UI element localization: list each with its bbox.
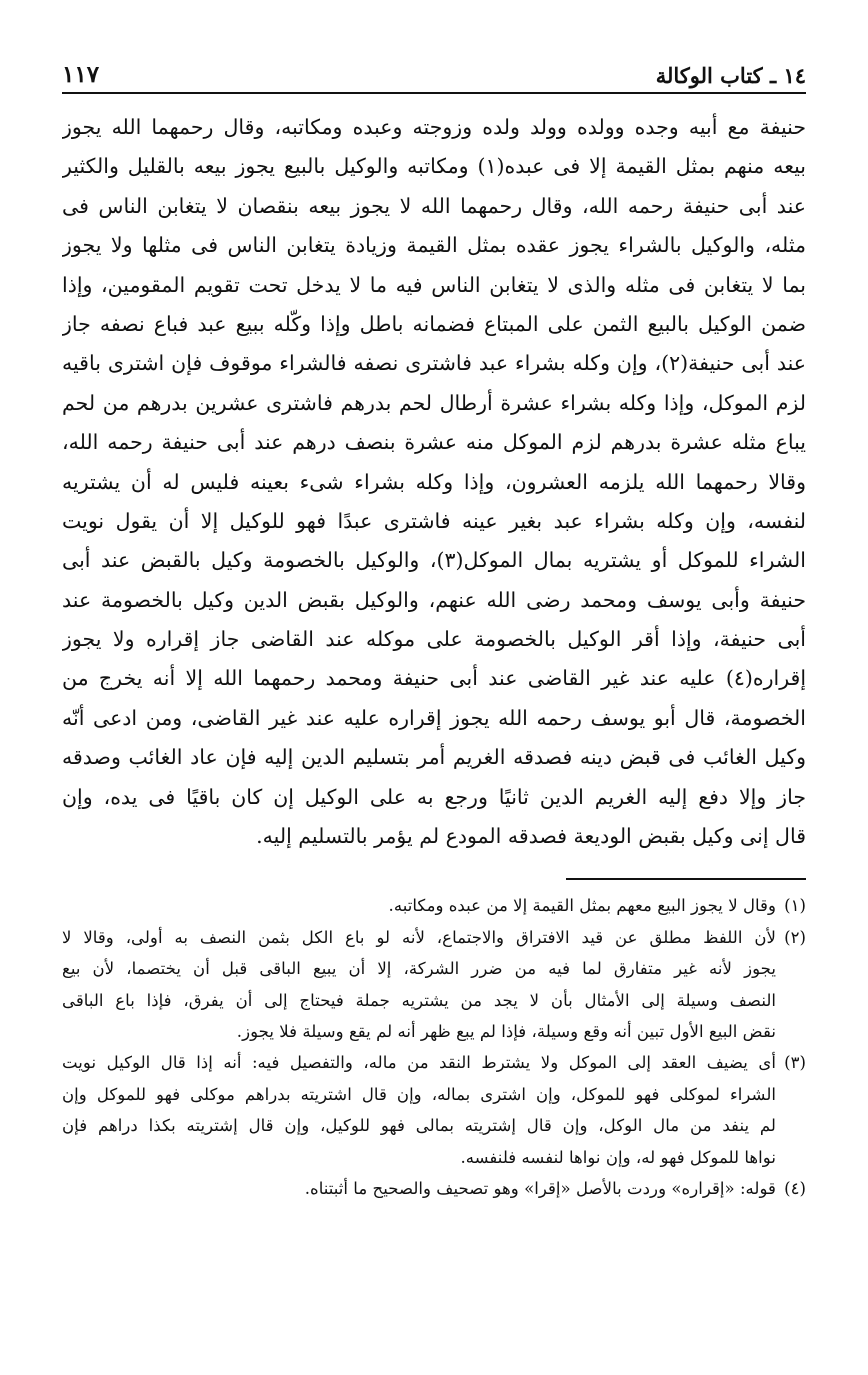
text-line: لزم الموكل، وإذا وكله بشراء عشرة أرطال لحم بدرهم فاشترى عشرين بدرهم من لحم	[62, 390, 806, 415]
main-text	[62, 108, 806, 856]
text-line: وكيل الغائب فى قبض دينه فصدقه الغريم أمر بتسليم الدين إليه فإن عاد الغائب وصدقه	[62, 745, 806, 770]
footnote-text: يجوز لأنه غير متفارق لما فيه من ضرر الشركة، إلا أن يبيع الباقى قبل أن يختصما، لأن بيع	[62, 959, 776, 979]
text-line: بيعه منهم بمثل القيمة إلا فى عبده(١) ومكاتبه والوكيل بالبيع يجوز بيعه بالقليل والكثير	[62, 154, 806, 179]
text-line: حنيفة مع أبيه وجده وولده وولد ولده وزوجته وعبده ومكاتبه، وقال رحمهما الله يجوز	[62, 115, 806, 139]
text-line: الشراء للموكل أو يشتريه بمال الموكل(٣)، والوكيل بالخصومة وكيل بالقبض عند أبى	[62, 548, 806, 573]
footnote	[62, 922, 806, 953]
footnote-text: لم ينفد من مال الوكل، وإن قال إشتريته بمالى فهو للوكيل، وإن قال إشتريته بكذا دراهم فإن	[62, 1116, 776, 1136]
footnote-text: قوله: «إقراره» وردت بالأصل «إقرا» وهو تصحيف والصحيح ما أثبتناه.	[304, 1178, 776, 1198]
footnote-text: لأن اللفظ مطلق عن قيد الافتراق والاجتماع، لأنه لو باع الكل بثمن النصف به أولى، وقالا لا	[62, 927, 776, 947]
footnote	[62, 1047, 806, 1078]
text-line: أبى حنيفة، وإذا أقر الوكيل بالخصومة على موكله عند القاضى جاز إقراره ولا يجوز	[62, 627, 806, 652]
text-line: لنفسه، وإن وكله بشراء عبد بغير عينه فاشترى عبدًا فهو للوكيل إلا أن يقول نويت	[62, 508, 806, 533]
footnote-text: نواها للموكل فهو له، وإن نواها لنفسه فلنفسه.	[460, 1147, 776, 1167]
text-line: بما لا يتغابن فى مثله والذى لا يتغابن الناس فيه ما لا يدخل تحت تقويم المقومين، وإذا	[62, 272, 806, 297]
text-line: حنيفة وأبى يوسف ومحمد رضى الله عنهم، والوكيل بقبض الدين وكيل بالخصومة عند	[62, 587, 806, 612]
footnote-marker: (١)	[784, 896, 806, 916]
running-title: ١٤ ـ كتاب الوكالة	[655, 63, 806, 88]
footnote-marker: (٢)	[784, 927, 806, 947]
text-line: الخصومة، قال أبو يوسف رحمه الله يجوز إقراره عليه عند غير القاضى، ومن ادعى أنّه	[62, 705, 806, 730]
text-line: وقالا رحمهما الله يلزمه العشرون، وإذا وكله بشراء شىء بعينه فليس له أن يشتريه	[62, 469, 806, 494]
text-line: جاز وإلا دفع إليه الغريم الدين ثانيًا ورجع به على الوكيل إن كان باقيًا فى يده، وإن	[62, 784, 806, 809]
text-line: يباع مثله عشرة بدرهم لزم الموكل منه عشرة بنصف درهم عند أبى حنيفة رحمه الله،	[62, 430, 806, 455]
footnote-text: نقض البيع الأول تبين أنه وقع وسيلة، فإذا لم يبع ظهر أنه لم يقع وسيلة فلا يجوز.	[236, 1021, 776, 1041]
text-line: عند أبى حنيفة(٢)، وإن وكله بشراء عبد فاشترى نصفه فالشراء موقوف فإن اشترى باقيه	[62, 351, 806, 376]
text-line: قال إنى وكيل بقبض الوديعة فصدقه المودع لم يؤمر بالتسليم إليه.	[256, 824, 806, 849]
text-line: ضمن الوكيل بالبيع الثمن على المبتاع فضمانه باطل وإذا وكّله ببيع عبد فباع نصفه جاز	[62, 311, 806, 336]
page-number: ١١٧	[62, 61, 100, 88]
page	[62, 52, 806, 1204]
footnote-text: النصف وسيلة إلى الأمثال بأن لا يجد من يشتريه جملة فيحتاج إلى أن يفرق، فإذا باع الباقى	[62, 990, 776, 1010]
text-line: إقراره(٤) عليه عند غير القاضى عند أبى حنيفة ومحمد رحمهما الله إلا أنه يخرج من	[62, 666, 806, 691]
footnote-text: وقال لا يجوز البيع معهم بمثل القيمة إلا من عبده ومكاتبه.	[388, 896, 776, 916]
footnote-marker: (٤)	[784, 1178, 806, 1198]
footnotes	[62, 890, 806, 1204]
footnote	[62, 890, 806, 921]
footnote-text: الشراء لموكلى فهو للموكل، وإن اشترى بماله، وإن قال اشتريته بدراهم موكلى فهو للموكل وإن	[62, 1084, 776, 1104]
footnote-separator	[566, 878, 806, 880]
page-header	[62, 52, 806, 94]
footnote-marker: (٣)	[784, 1053, 806, 1073]
footnote	[62, 1173, 806, 1204]
text-line: مثله، والوكيل بالشراء يجوز عقده بمثل القيمة وزيادة يتغابن الناس فى مثلها ولا يجوز	[62, 233, 806, 258]
footnote-text: أى يضيف العقد إلى الموكل ولا يشترط النقد من ماله، والتفصيل فيه: أنه إذا قال الوكيل نويت	[62, 1053, 776, 1073]
text-line: عند أبى حنيفة رحمه الله، وقال رحمهما الله لا يجوز بيعه بنقصان لا يتغابن الناس فى	[62, 193, 806, 218]
